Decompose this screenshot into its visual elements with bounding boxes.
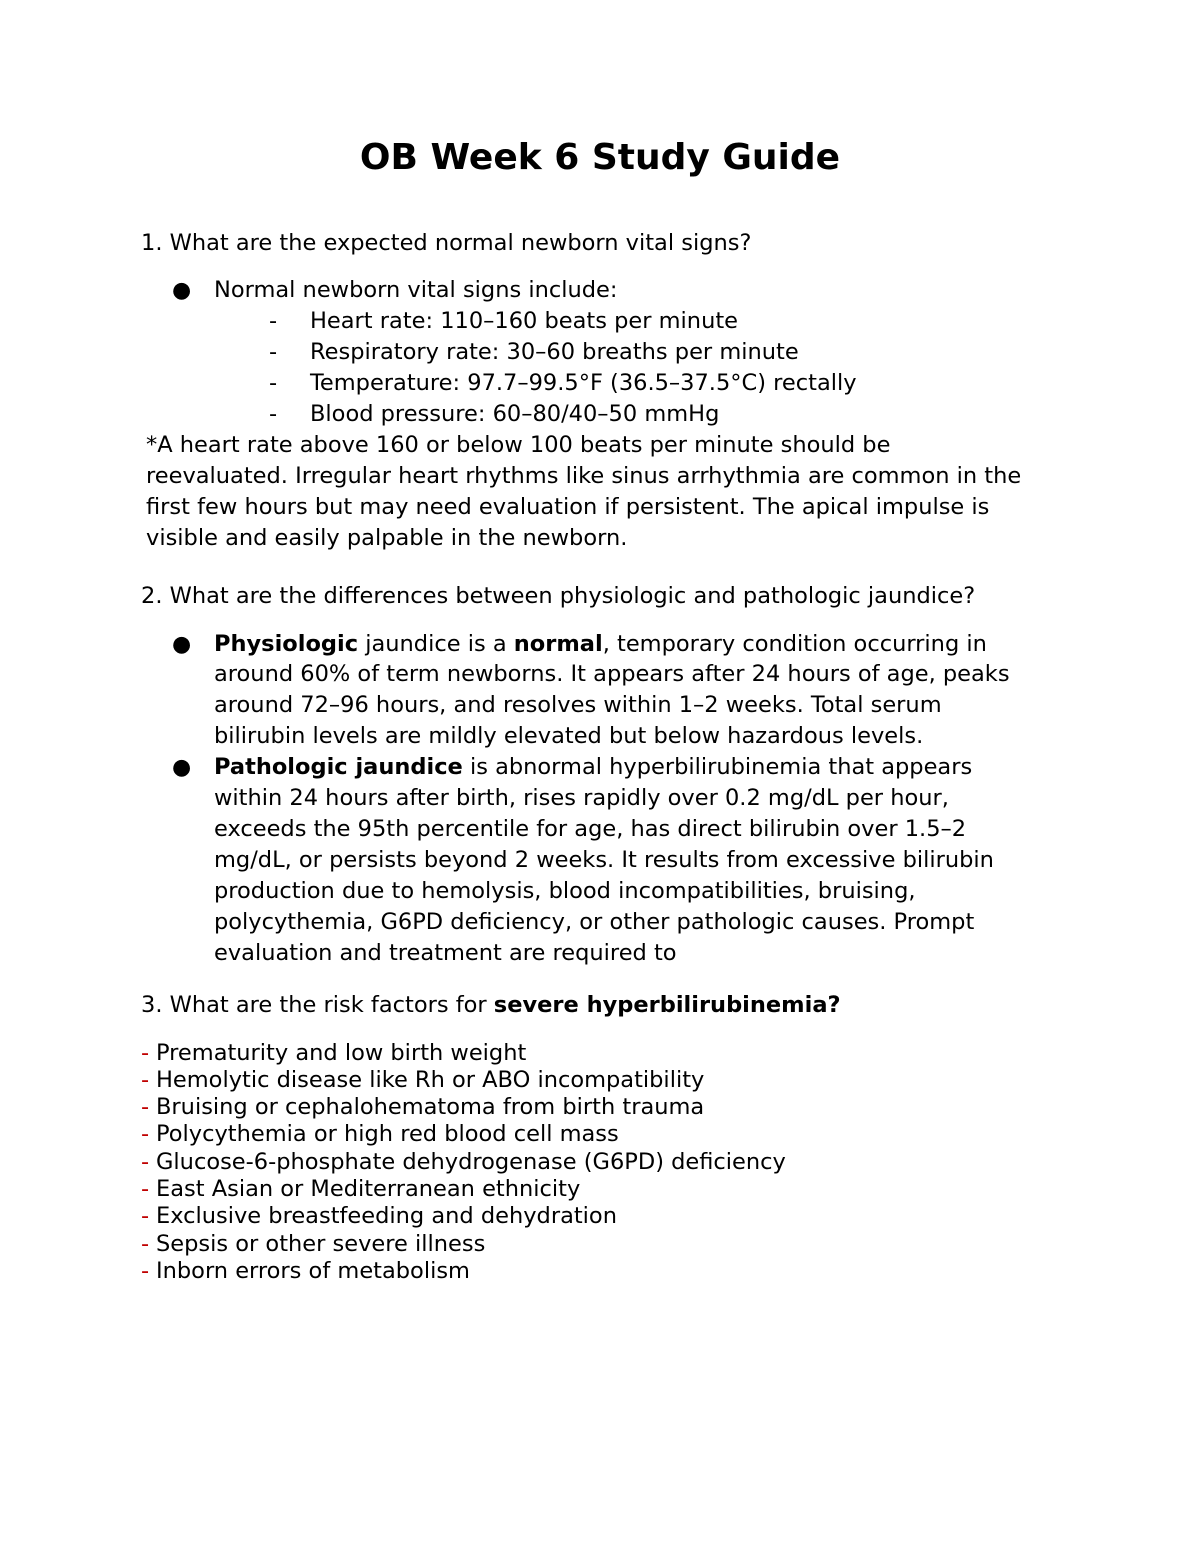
red-dash-marker: -: [141, 1067, 150, 1093]
bullet-marker: ●: [172, 755, 192, 780]
red-dash-marker: -: [141, 1149, 150, 1175]
vital-sign-item: Heart rate: 110–160 beats per minute: [310, 308, 738, 334]
question-3: [141, 990, 841, 1021]
pathologic-jaundice-line: polycythemia, G6PD deficiency, or other pathologic causes. Prompt: [214, 909, 975, 935]
risk-factor-item: Prematurity and low birth weight: [156, 1040, 527, 1066]
risk-factor-item: East Asian or Mediterranean ethnicity: [156, 1176, 581, 1202]
vital-sign-item: Respiratory rate: 30–60 breaths per minute: [310, 339, 799, 365]
dash-marker: -: [269, 370, 278, 396]
pathologic-jaundice-line: exceeds the 95th percentile for age, has direct bilirubin over 1.5–2: [214, 816, 967, 842]
question-2: 2. What are the differences between physiologic and pathologic jaundice?: [141, 583, 976, 609]
pathologic-jaundice-line: production due to hemolysis, blood incompatibilities, bruising,: [214, 878, 916, 904]
red-dash-marker: -: [141, 1121, 150, 1147]
red-dash-marker: -: [141, 1203, 150, 1229]
physiologic-jaundice-line: around 60% of term newborns. It appears after 24 hours of age, peaks: [214, 661, 1010, 687]
bullet-marker: ●: [172, 278, 192, 303]
dash-marker: -: [269, 401, 278, 427]
physiologic-jaundice-line: bilirubin levels are mildly elevated but below hazardous levels.: [214, 723, 924, 749]
red-dash-marker: -: [141, 1231, 150, 1257]
severe-hyperbilirubinemia-term: severe hyperbilirubinemia?: [493, 992, 841, 1018]
dash-marker: -: [269, 308, 278, 334]
pathologic-jaundice-line: mg/dL, or persists beyond 2 weeks. It results from excessive bilirubin: [214, 847, 994, 873]
physiologic-term: Physiologic: [214, 631, 359, 657]
red-dash-marker: -: [141, 1094, 150, 1120]
pathologic-term: Pathologic jaundice: [214, 754, 463, 780]
risk-factor-item: Sepsis or other severe illness: [156, 1231, 486, 1257]
page-title: OB Week 6 Study Guide: [359, 137, 841, 178]
risk-factor-item: Bruising or cephalohematoma from birth trauma: [156, 1094, 705, 1120]
note-line: first few hours but may need evaluation if persistent. The apical impulse is: [146, 494, 990, 520]
risk-factor-item: Glucose-6-phosphate dehydrogenase (G6PD) deficiency: [156, 1149, 786, 1175]
dash-marker: -: [269, 339, 278, 365]
note-line: reevaluated. Irregular heart rhythms like sinus arrhythmia are common in the: [146, 463, 1022, 489]
text-run: is abnormal hyperbilirubinemia that appears: [462, 754, 973, 780]
bullet-marker: ●: [172, 632, 192, 657]
text-run: , temporary condition occurring in: [602, 631, 987, 657]
red-dash-marker: -: [141, 1176, 150, 1202]
red-dash-marker: -: [141, 1258, 150, 1284]
pathologic-jaundice-line: evaluation and treatment are required to: [214, 940, 677, 966]
pathologic-jaundice-line: within 24 hours after birth, rises rapidly over 0.2 mg/dL per hour,: [214, 785, 949, 811]
vital-sign-item: Temperature: 97.7–99.5°F (36.5–37.5°C) rectally: [310, 370, 857, 396]
red-dash-marker: -: [141, 1040, 150, 1066]
vital-sign-item: Blood pressure: 60–80/40–50 mmHg: [310, 401, 720, 427]
note-line: visible and easily palpable in the newborn.: [146, 525, 628, 551]
text-run: 3. What are the risk factors for: [141, 992, 494, 1018]
note-line: *A heart rate above 160 or below 100 beats per minute should be: [146, 432, 891, 458]
risk-factor-item: Inborn errors of metabolism: [156, 1258, 470, 1284]
risk-factor-item: Hemolytic disease like Rh or ABO incompatibility: [156, 1067, 705, 1093]
risk-factor-item: Polycythemia or high red blood cell mass: [156, 1121, 619, 1147]
risk-factor-item: Exclusive breastfeeding and dehydration: [156, 1203, 617, 1229]
physiologic-jaundice-line: around 72–96 hours, and resolves within 1–2 weeks. Total serum: [214, 692, 942, 718]
question-1: 1. What are the expected normal newborn vital signs?: [141, 230, 752, 256]
text-run: jaundice is a: [358, 631, 514, 657]
physiologic-jaundice-line: [214, 629, 987, 660]
pathologic-jaundice-line: [214, 752, 972, 783]
normal-term: normal: [513, 631, 603, 657]
vital-signs-intro: Normal newborn vital signs include:: [214, 277, 618, 303]
